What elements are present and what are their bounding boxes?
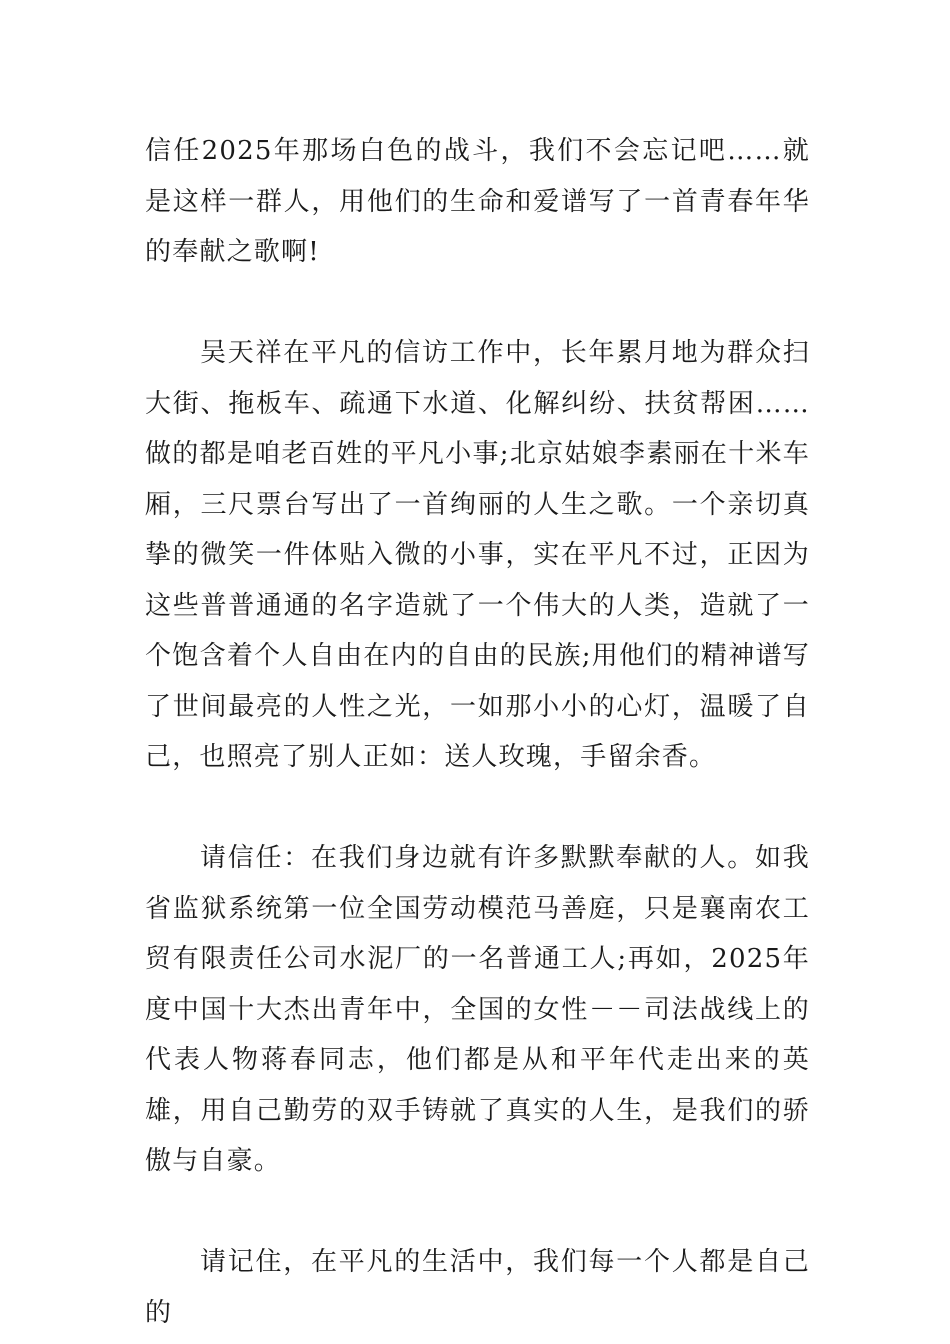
paragraph-wu-tianxiang: 吴天祥在平凡的信访工作中，长年累月地为群众扫大街、拖板车、疏通下水道、化解纠纷、扶贫帮困……做的都是咱老百姓的平凡小事;北京姑娘李素丽在十米车厢，三尺票台写出了一首绚丽的人生之歌。一个亲切真挚的微笑一件体贴入微的小事，实在平凡不过，正因为这些普普通通的名字造就了一个伟大的人类，造就了一个饱含着个人自由在内的自由的民族;用他们的精神谱写了世间最亮的人性之光，一如那小小的心灯，温暖了自己，也照亮了别人正如：送人玫瑰，手留余香。	[145, 338, 810, 772]
paragraph-spacer	[145, 1187, 810, 1238]
paragraph-spacer	[145, 278, 810, 329]
paragraph-spacer	[145, 783, 810, 834]
document-body	[145, 126, 810, 1338]
paragraph-continuation: 信任2025年那场白色的战斗，我们不会忘记吧……就是这样一群人，用他们的生命和爱谱写了一首青春年华的奉献之歌啊!	[145, 136, 810, 267]
paragraph-trust: 请信任：在我们身边就有许多默默奉献的人。如我省监狱系统第一位全国劳动模范马善庭，只是襄南农工贸有限责任公司水泥厂的一名普通工人;再如，2025年度中国十大杰出青年中，全国的女性－－司法战线上的代表人物蒋春同志，他们都是从和平年代走出来的英雄，用自己勤劳的双手铸就了真实的人生，是我们的骄傲与自豪。	[145, 843, 810, 1176]
paragraph-remember: 请记住，在平凡的生活中，我们每一个人都是自己的	[145, 1247, 810, 1328]
